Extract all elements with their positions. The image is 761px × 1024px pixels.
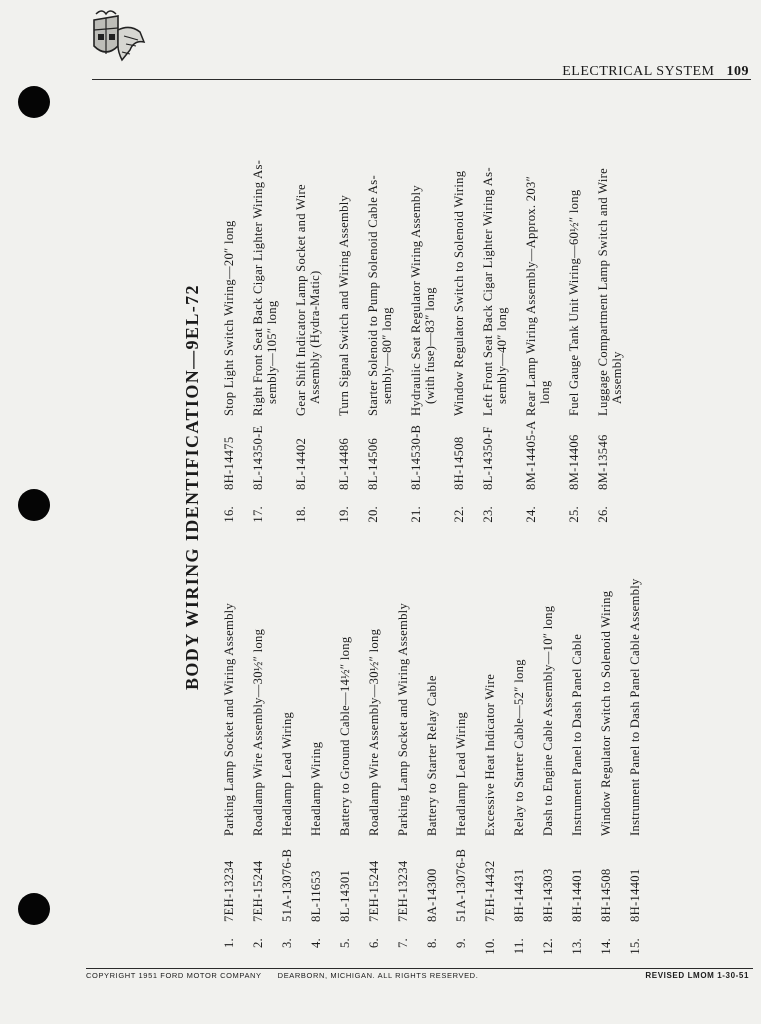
description-line: Battery to Starter Relay Cable [424,675,439,836]
list-item [628,540,643,960]
item-number: 11. [511,938,526,955]
footer-copyright [86,971,478,980]
part-description [454,540,469,836]
page-header [562,64,749,80]
item-number: 8. [424,938,439,949]
description-line: Starter Solenoid to Pump Solenoid Cable As- [365,175,380,416]
list-item [483,540,498,960]
header-divider [92,79,751,80]
part-description [366,108,395,416]
part-number: 8M-14406 [566,434,581,490]
item-number: 25. [566,506,581,523]
part-number: 7EH-15244 [250,860,265,922]
list-item [425,540,440,960]
description-line: Window Regulator Switch to Solenoid Wiring [451,170,466,416]
description-line: Relay to Starter Cable—52″ long [511,659,526,836]
item-number: 15. [627,938,642,955]
description-line: Instrument Panel to Dash Panel Cable [569,633,584,836]
part-number: 51A-13076-B [279,848,294,922]
list-item [541,540,556,960]
part-description [337,108,352,416]
item-number: 2. [250,938,265,949]
list-item [567,108,582,528]
part-description [596,108,625,416]
part-number: 8H-14431 [511,868,526,922]
item-number: 12. [540,938,555,955]
description-line: Fuel Gauge Tank Unit Wiring—60½″ long [566,189,581,416]
part-description [452,108,467,416]
item-number: 22. [451,506,466,523]
list-item [570,540,585,960]
list-item [367,540,382,960]
part-description [280,540,295,836]
description-continuation: Assembly (Hydra-Matic) [308,270,323,404]
part-number: 8L-14350-F [480,426,495,490]
part-description [628,540,643,836]
part-number: 8L-14402 [293,437,308,490]
description-line: Window Regulator Switch to Solenoid Wiring [598,590,613,836]
description-line: Stop Light Switch Wiring—20″ long [222,220,236,416]
description-line: Parking Lamp Socket and Wiring Assembly [395,602,410,836]
part-number: 8H-14303 [540,868,555,922]
part-description [251,540,266,836]
section-title: ELECTRICAL SYSTEM [562,64,715,79]
description-line: Roadlamp Wire Assembly—30½″ long [366,628,381,836]
item-number: 13. [569,938,584,955]
part-number: 8L-14486 [336,437,351,490]
part-description [222,540,237,836]
list-item [454,540,469,960]
list-item [452,108,467,528]
binder-hole-top [18,86,50,118]
copyright-text: COPYRIGHT 1951 FORD MOTOR COMPANY [86,971,262,980]
part-description [294,108,323,416]
item-number: 5. [337,938,352,949]
item-number: 7. [395,938,410,949]
wiring-identification-block [182,90,652,960]
part-number: 8L-11653 [308,870,323,922]
part-description [409,108,438,416]
part-number: 8H-14401 [627,868,642,922]
item-number: 1. [222,938,236,949]
description-line: Hydraulic Seat Regulator Wiring Assembly [408,185,423,416]
part-description [425,540,440,836]
description-line: Turn Signal Switch and Wiring Assembly [336,194,351,416]
description-line: Rear Lamp Wiring Assembly—Approx. 203″ [523,175,538,416]
list-item [337,108,352,528]
part-description [367,540,382,836]
part-description [524,108,553,416]
list-item [251,540,266,960]
page-number: 109 [726,64,749,79]
revision-stamp: REVISED LMOM 1-30-51 [645,971,749,980]
description-continuation: sembly—105″ long [265,300,280,404]
item-number: 17. [250,506,265,523]
description-line: Headlamp Wiring [308,741,323,836]
part-description [481,108,510,416]
description-line: Dash to Engine Cable Assembly—10″ long [540,605,555,836]
description-continuation: long [538,380,553,404]
list-item [309,540,324,960]
wiring-list-left [222,540,642,960]
part-description [599,540,614,836]
item-number: 19. [336,506,351,523]
description-continuation: sembly—40″ long [495,307,510,404]
part-number: 8A-14300 [424,868,439,922]
description-line: Excessive Heat Indicator Wire [482,673,497,836]
list-item [409,108,438,528]
description-line: Battery to Ground Cable—14½″ long [337,636,352,836]
item-number: 14. [598,938,613,955]
part-number: 7EH-13234 [395,860,410,922]
part-number: 8L-14530-B [408,424,423,490]
description-line: Headlamp Lead Wiring [279,711,294,836]
description-line: Parking Lamp Socket and Wiring Assembly [222,602,236,836]
item-number: 18. [293,506,308,523]
address-text: DEARBORN, MICHIGAN. ALL RIGHTS RESERVED. [277,971,479,980]
page-title: BODY WIRING IDENTIFICATION—9EL-72 [182,284,202,690]
list-item [222,540,237,960]
description-line: Headlamp Lead Wiring [453,711,468,836]
list-item [251,108,280,528]
item-number: 10. [482,938,497,955]
part-description [570,540,585,836]
part-number: 7EH-15244 [366,860,381,922]
list-item [338,540,353,960]
part-description [541,540,556,836]
part-number: 8H-14401 [569,868,584,922]
part-description [309,540,324,836]
part-number: 8H-14508 [598,868,613,922]
item-number: 16. [222,506,236,523]
binder-hole-middle [18,489,50,521]
item-number: 23. [480,506,495,523]
binder-hole-bottom [18,893,50,925]
part-number: 8M-14405-A [523,420,538,490]
description-continuation: (with fuse)—83″ long [423,287,438,404]
item-number: 26. [595,506,610,523]
part-description [396,540,411,836]
item-number: 3. [279,938,294,949]
wiring-list-right [222,108,625,528]
part-number: 8L-14506 [365,437,380,490]
list-item [222,108,237,528]
list-item [512,540,527,960]
part-description [338,540,353,836]
list-item [481,108,510,528]
part-description [512,540,527,836]
item-number: 21. [408,506,423,523]
item-number: 4. [308,938,323,949]
part-number: 7EH-13234 [222,860,236,922]
item-number: 24. [523,506,538,523]
description-line: Gear Shift Indicator Lamp Socket and Wire [293,184,308,416]
part-number: 51A-13076-B [453,848,468,922]
list-item [396,540,411,960]
part-number: 8L-14301 [337,869,352,922]
part-description [567,108,582,416]
part-description [483,540,498,836]
description-line: Roadlamp Wire Assembly—30½″ long [250,628,265,836]
list-item [524,108,553,528]
description-continuation: sembly—80″ long [380,307,395,404]
item-number: 6. [366,938,381,949]
item-number: 20. [365,506,380,523]
description-continuation: Assembly [610,351,625,404]
part-description [251,108,280,416]
part-number: 8L-14350-E [250,425,265,490]
description-line: Luggage Compartment Lamp Switch and Wire [595,167,610,416]
part-number: 8H-14508 [451,436,466,490]
description-line: Left Front Seat Back Cigar Lighter Wiring As- [480,167,495,416]
crest-emblem-icon [84,6,150,72]
list-item [599,540,614,960]
list-item [366,108,395,528]
item-number: 9. [453,938,468,949]
part-number: 7EH-14432 [482,860,497,922]
part-number: 8M-13546 [595,434,610,490]
list-item [280,540,295,960]
part-description [222,108,237,416]
list-item [294,108,323,528]
description-line: Right Front Seat Back Cigar Lighter Wiring As- [250,159,265,416]
description-line: Instrument Panel to Dash Panel Cable Assembly [627,578,642,836]
list-item [596,108,625,528]
footer-divider [86,968,753,969]
part-number: 8H-14475 [222,436,236,490]
